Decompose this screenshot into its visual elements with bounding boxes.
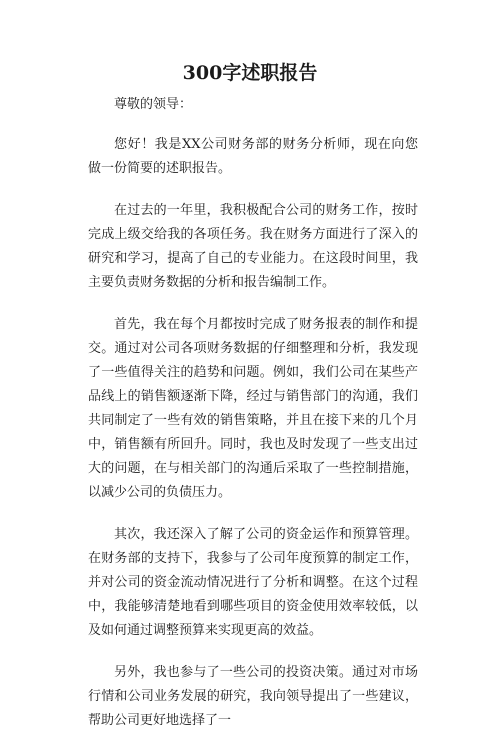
document-title: 300字述职报告 (182, 62, 318, 84)
paragraph-greeting: 您好！我是XX公司财务部的财务分析师，现在向您做一份简要的述职报告。 (88, 137, 418, 176)
paragraph-budget-management: 其次，我还深入了解了公司的资金运作和预算管理。在财务部的支持下，我参与了公司年度预算的制定工作，并对公司的资金流动情况进行了分析和调整。在这个过程中，我能够清楚地看到哪些项目的资金使用效率较低，以及如何通过调整预算来实现更高的效益。 (88, 527, 418, 638)
paragraph-past-year: 在过去的一年里，我积极配合公司的财务工作，按时完成上级交给我的各项任务。我在财务方面进行了深入的研究和学习，提高了自己的专业能力。在这段时间里，我主要负责财务数据的分析和报告编制工作。 (88, 203, 418, 290)
document-body (88, 93, 418, 751)
paragraph-investment-decisions: 另外，我也参与了一些公司的投资决策。通过对市场行情和公司业务发展的研究，我向领导提出了一些建议，帮助公司更好地选择了一 (88, 665, 418, 728)
paragraph-financial-reports: 首先，我在每个月都按时完成了财务报表的制作和提交。通过对公司各项财务数据的仔细整理和分析，我发现了一些值得关注的趋势和问题。例如，我们公司在某些产品线上的销售额逐渐下降，经过与销售部门的沟通，我们共同制定了一些有效的销售策略，并且在接下来的几个月中，销售额有所回升。同时，我也及时发现了一些支出过大的问题，在与相关部门的沟通后采取了一些控制措施，以减少公司的负债压力。 (88, 317, 418, 500)
salutation: 尊敬的领导： (114, 97, 193, 112)
